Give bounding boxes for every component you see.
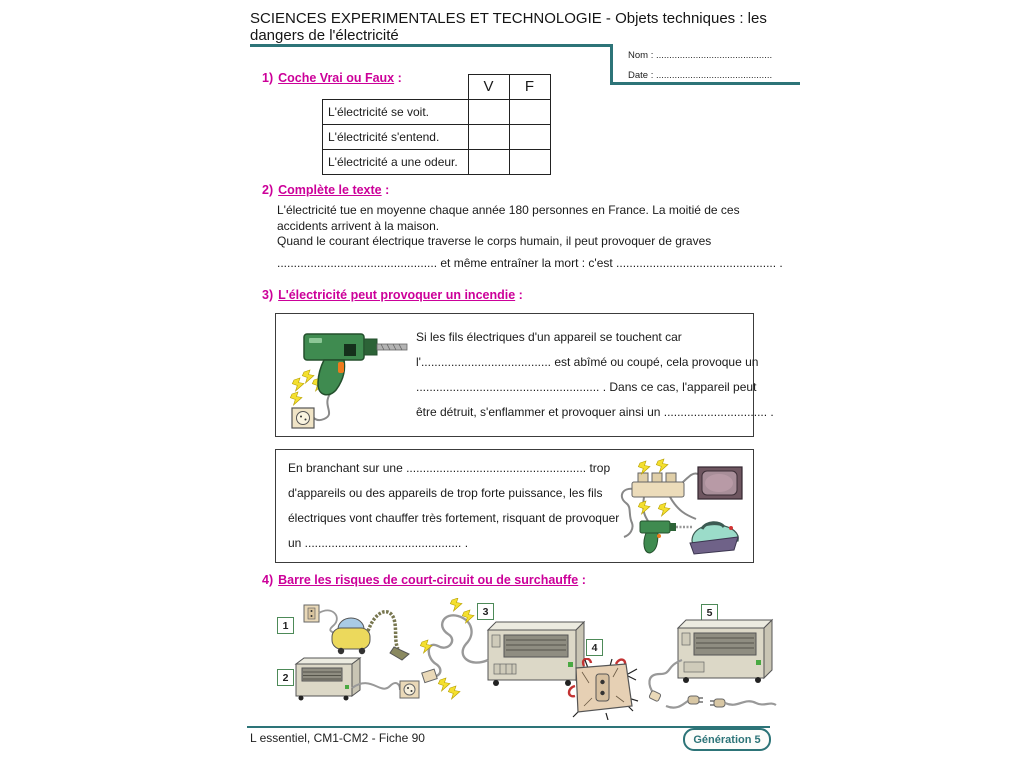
section2-paragraph <box>277 203 767 250</box>
publisher-badge: Génération 5 <box>683 728 771 751</box>
item3-number-box: 3 <box>477 603 494 620</box>
section2-number: 2) <box>262 183 274 197</box>
section2-line2: accidents arrivent à la maison. <box>277 218 440 233</box>
box1-line1: Si les fils électriques d'un appareil se touchent car <box>416 330 682 344</box>
section3-heading-text: L'électricité peut provoquer un incendie <box>278 288 516 302</box>
section2-heading-colon: : <box>381 183 390 197</box>
page-title-line2: dangers de l'électricité <box>250 27 399 44</box>
page-title-line1: SCIENCES EXPERIMENTALES ET TECHNOLOGIE - Objets techniques : les <box>250 10 767 27</box>
box2-line1: En branchant sur une ...................................................... trop <box>288 461 611 475</box>
section4-number: 4) <box>262 573 274 587</box>
heater-unplugged-illustration[interactable] <box>626 612 778 714</box>
vf-row1-label: L'électricité se voit. <box>323 99 469 124</box>
section2-line3: Quand le courant électrique traverse le corps humain, il peut provoquer de graves <box>277 234 712 248</box>
section2-heading-text: Complète le texte <box>278 183 382 197</box>
table-row <box>323 124 551 149</box>
item5-number-box: 5 <box>701 604 718 621</box>
section2-line1: L'électricité tue en moyenne chaque année 180 personnes en France. La moitié de ces <box>277 203 740 217</box>
box2-line3: électriques vont chauffer très fortement, risquant de provoquer <box>288 511 620 525</box>
box1-line3: ....................................................... . Dans ce cas, l'appareil peut <box>416 380 757 394</box>
section4-heading-colon: : <box>578 573 586 587</box>
vf-row1-v-cell[interactable] <box>468 99 509 124</box>
vf-header-v: V <box>468 75 509 100</box>
page-title <box>250 10 790 44</box>
vf-table-spacer <box>323 75 469 100</box>
vf-row2-v-cell[interactable] <box>468 124 509 149</box>
section1-heading-text: Coche Vrai ou Faux <box>278 71 395 85</box>
section1-heading-colon: : <box>394 71 402 85</box>
vf-row2-label: L'électricité s'entend. <box>323 124 469 149</box>
section3-box2 <box>275 449 754 563</box>
item2-number-box: 2 <box>277 669 294 686</box>
section1-number: 1) <box>262 71 274 85</box>
header-rule-right <box>610 82 800 85</box>
name-field: Nom : ............................................ <box>628 50 773 61</box>
vf-row3-label: L'électricité a une odeur. <box>323 149 469 174</box>
section3-heading <box>262 288 523 302</box>
header-rule-step <box>610 44 613 85</box>
vf-header-f: F <box>509 75 550 100</box>
box2-line4: un ............................................... . <box>288 536 469 550</box>
footer-reference: L essentiel, CM1-CM2 - Fiche 90 <box>250 731 425 745</box>
vf-row2-f-cell[interactable] <box>509 124 550 149</box>
vf-row1-f-cell[interactable] <box>509 99 550 124</box>
vf-row3-f-cell[interactable] <box>509 149 550 174</box>
vf-table <box>322 74 551 175</box>
drill-spark-illustration <box>284 320 412 430</box>
table-row <box>323 99 551 124</box>
section2-heading <box>262 183 389 197</box>
vf-row3-v-cell[interactable] <box>468 149 509 174</box>
item1-number-box: 1 <box>277 617 294 634</box>
section3-box1 <box>275 313 774 437</box>
table-row <box>323 149 551 174</box>
date-field: Date : ............................................ <box>628 70 773 81</box>
section4-heading-text: Barre les risques de court-circuit ou de surchauffe <box>278 573 579 587</box>
power-strip-overload-illustration <box>614 453 746 559</box>
header-rule-left <box>250 44 613 47</box>
item4-number-box: 4 <box>586 639 603 656</box>
section3-heading-colon: : <box>515 288 523 302</box>
section4-heading <box>262 573 586 587</box>
section2-fill-line: ................................................ et même entraîner la mort : c'est ................................................ . <box>277 256 783 270</box>
box1-line4: être détruit, s'enflammer et provoquer ainsi un ............................... . <box>416 405 774 419</box>
box1-line2: l'....................................... est abîmé ou coupé, cela provoque un <box>416 355 759 369</box>
section3-number: 3) <box>262 288 274 302</box>
box2-line2: d'appareils ou des appareils de trop forte puissance, les fils <box>288 486 603 500</box>
